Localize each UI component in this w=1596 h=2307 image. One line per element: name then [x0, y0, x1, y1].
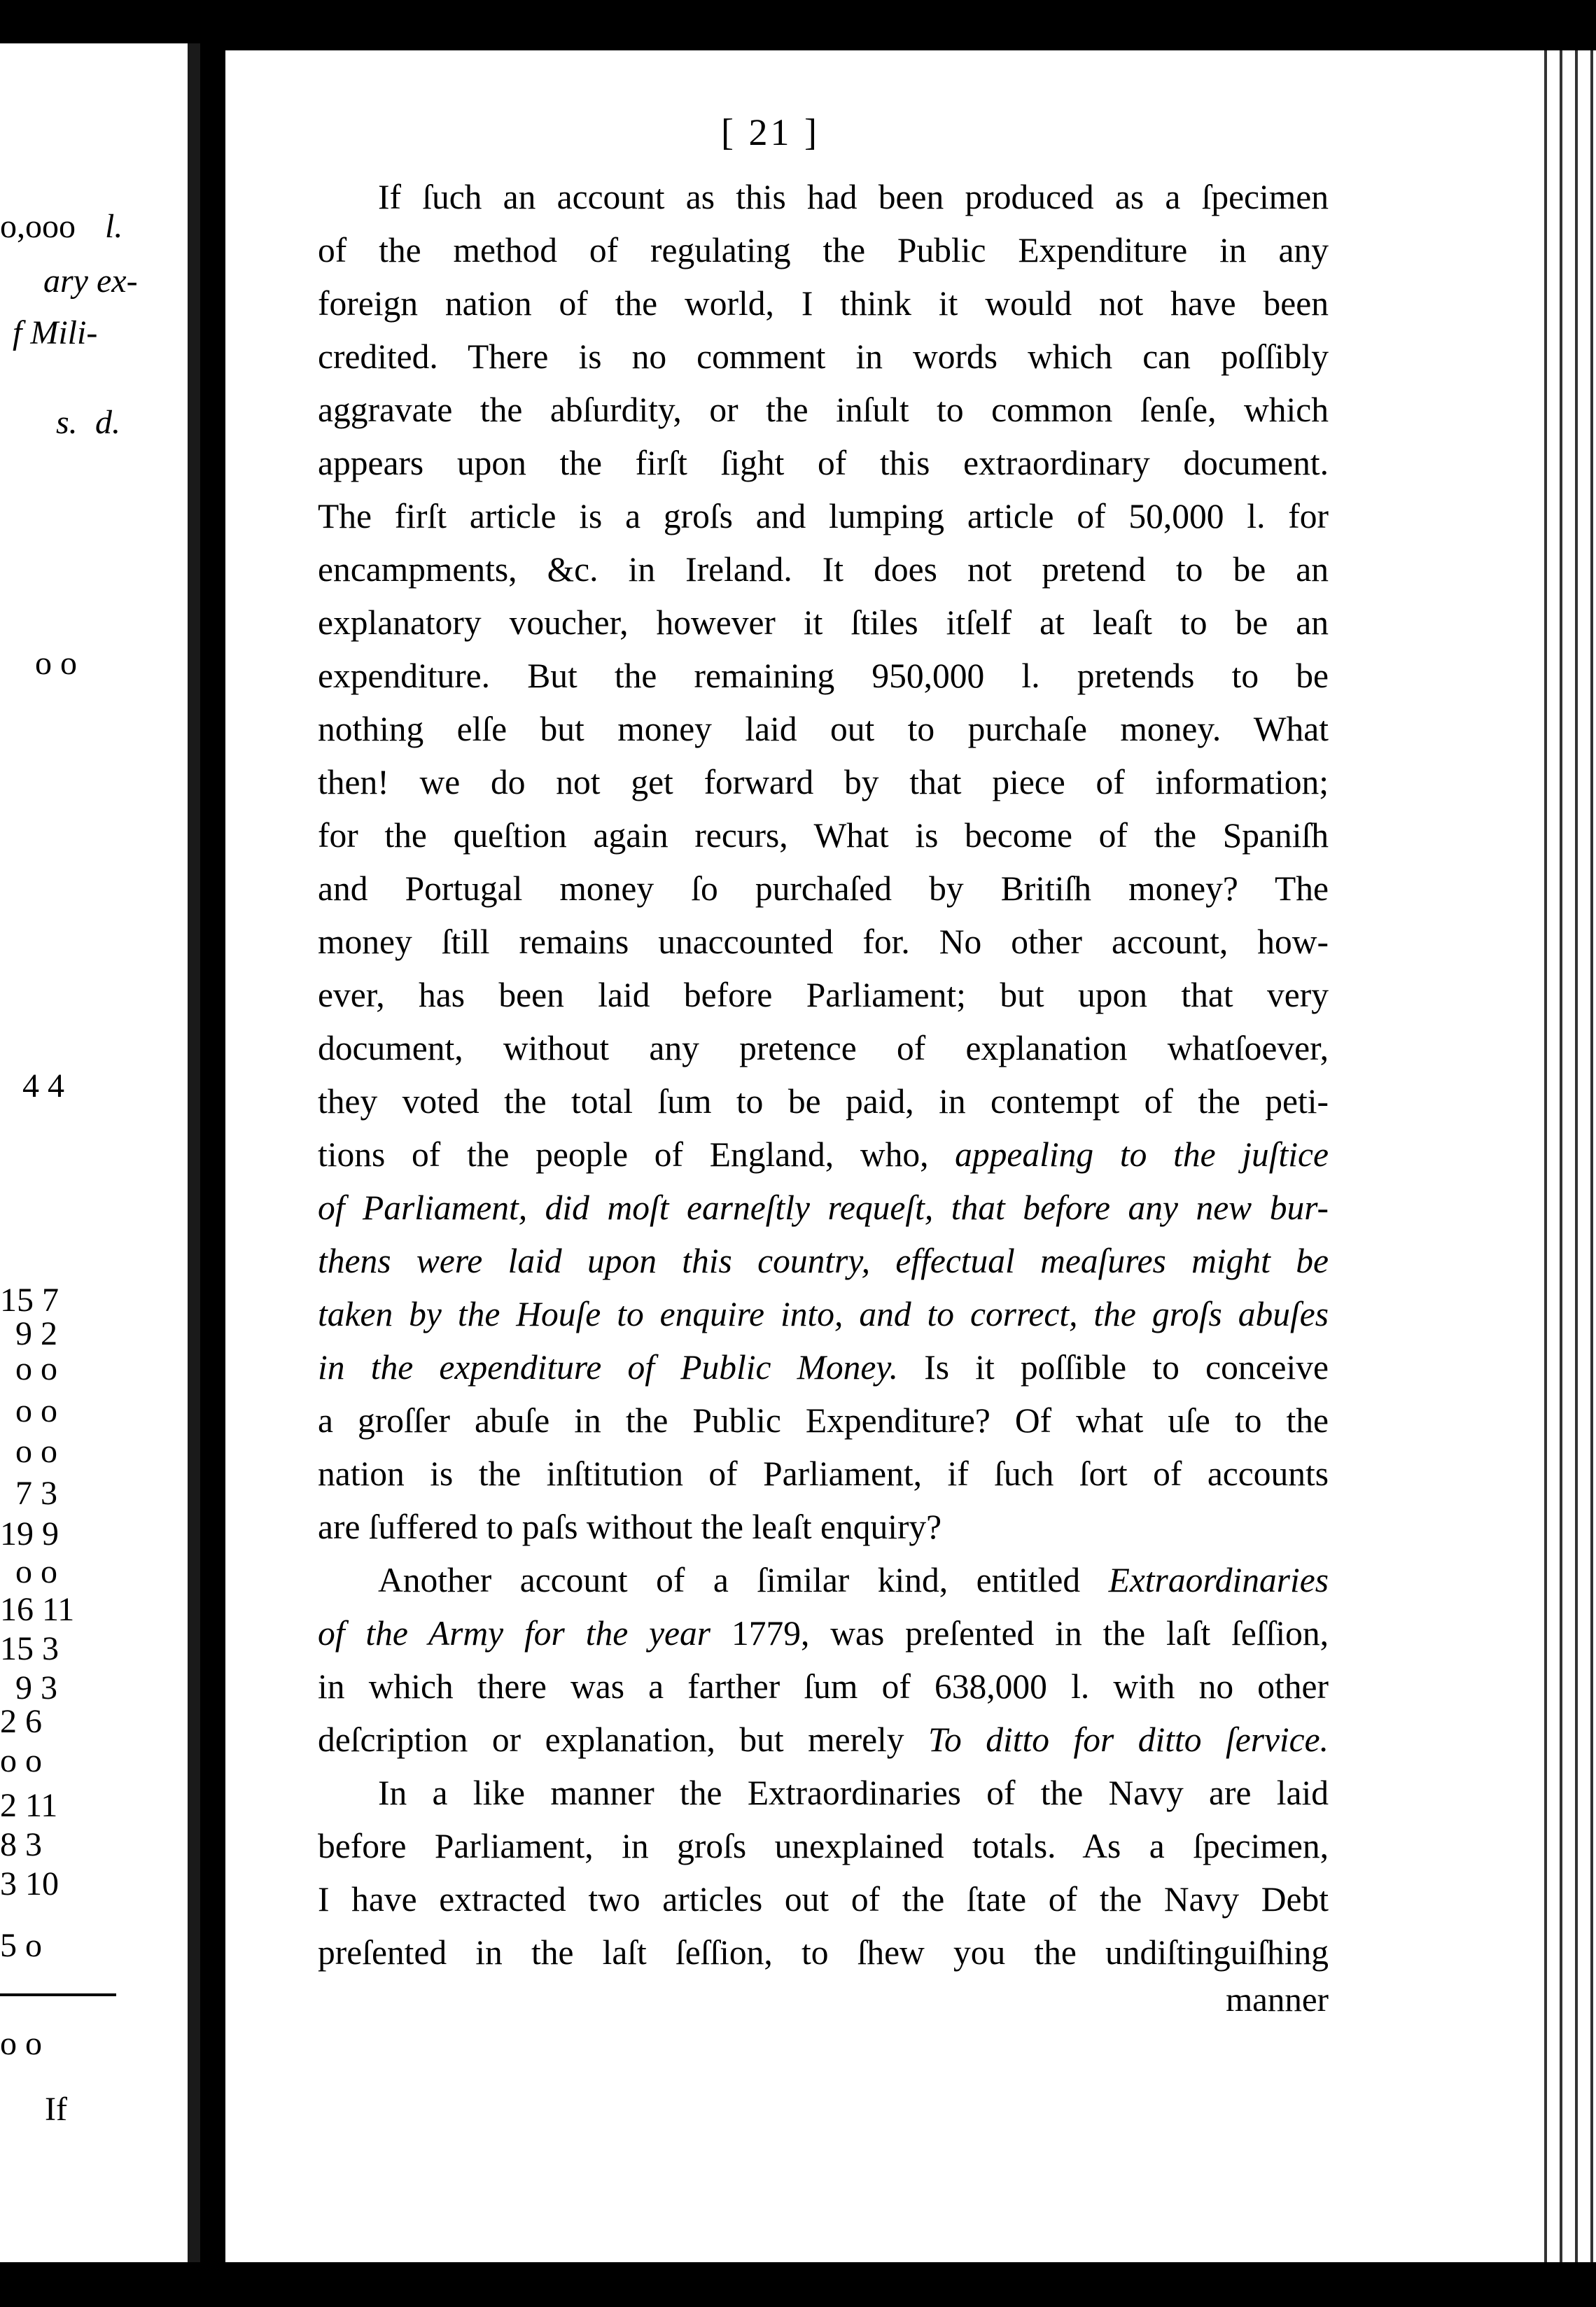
left-page-fragment: 15 7	[0, 1282, 59, 1319]
text-line	[318, 543, 1329, 596]
left-page-fragment: 2 6	[0, 1703, 42, 1740]
left-page-fragment: 2 11	[0, 1787, 58, 1824]
text-segment: aggravate the abſurdity, or the inſult to common ſenſe, which	[318, 391, 1329, 429]
text-segment: for the queſtion again recurs, What is become of the Spaniſh	[318, 816, 1329, 855]
catchword: manner	[1226, 1980, 1329, 2019]
left-page-fragment: 5 o	[0, 1927, 42, 1964]
italic-text: of the Army for the year	[318, 1614, 711, 1653]
italic-text: Extraordinaries	[1108, 1561, 1329, 1599]
text-segment: If ſuch an account as this had been produced as a ſpecimen	[378, 178, 1329, 216]
left-page-fragment: 7 3	[15, 1475, 57, 1512]
text-segment: before Parliament, in groſs unexplained totals. As a ſpecimen,	[318, 1827, 1329, 1865]
text-segment: Is it poſſible to conceive	[897, 1348, 1329, 1387]
text-line	[318, 1767, 1329, 1820]
text-segment: a groſſer abuſe in the Public Expenditure? Of what uſe to the	[318, 1401, 1329, 1440]
left-page-fragment: 16 11	[0, 1591, 75, 1628]
text-line	[318, 596, 1329, 650]
text-line	[318, 1501, 1329, 1554]
text-line	[318, 1288, 1329, 1341]
text-line	[318, 1554, 1329, 1607]
text-line	[318, 1873, 1329, 1926]
text-segment: nation is the inſtitution of Parliament, if ſuch ſort of accounts	[318, 1454, 1329, 1493]
text-segment: of the method of regulating the Public Expenditure in any	[318, 231, 1329, 269]
text-segment: In a like manner the Extraordinaries of the Navy are laid	[378, 1774, 1329, 1812]
italic-text: thens were laid upon this country, effectual meaſures might be	[318, 1242, 1329, 1280]
text-segment: they voted the total ſum to be paid, in contempt of the peti-	[318, 1082, 1329, 1121]
text-line	[318, 1820, 1329, 1873]
text-line	[318, 1341, 1329, 1394]
italic-text: taken by the Houſe to enquire into, and to correct, the groſs abuſes	[318, 1295, 1329, 1333]
text-line	[318, 916, 1329, 969]
text-segment: credited. There is no comment in words which can poſſibly	[318, 337, 1329, 376]
text-line	[318, 1926, 1329, 1979]
text-line	[318, 277, 1329, 330]
text-segment: are ſuffered to paſs without the leaſt enquiry?	[318, 1508, 942, 1546]
text-segment: encampments, &c. in Ireland. It does not pretend to be an	[318, 550, 1329, 589]
italic-text: To ditto for ditto ſervice.	[928, 1720, 1329, 1759]
text-line	[318, 384, 1329, 437]
text-line	[318, 1235, 1329, 1288]
left-page-fragment: ary ex-	[43, 262, 138, 300]
text-line	[318, 650, 1329, 703]
left-page-fragment: f Mili-	[13, 314, 98, 351]
text-line	[318, 437, 1329, 490]
text-segment: appears upon the firſt ſight of this extraordinary document.	[318, 444, 1329, 482]
text-segment: tions of the people of England, who,	[318, 1135, 955, 1174]
left-page-fragment: l.	[105, 208, 123, 245]
left-page-fragment: o o	[15, 1350, 57, 1387]
text-segment: Another account of a ſimilar kind, entitled	[378, 1561, 1109, 1599]
left-page-rule	[0, 1993, 116, 1996]
left-page-fragment: o o	[0, 2025, 42, 2062]
text-line	[318, 756, 1329, 809]
text-line	[318, 703, 1329, 756]
left-page-fragment: 8 3	[0, 1826, 42, 1863]
left-page-fragment: 4 4	[22, 1067, 64, 1105]
text-line	[318, 171, 1329, 224]
left-page-fragment: 9 2	[15, 1315, 57, 1352]
text-line	[318, 1447, 1329, 1501]
left-page-fragment: o o	[0, 1742, 42, 1779]
left-page-fragment: 3 10	[0, 1865, 59, 1902]
text-segment: expenditure. But the remaining 950,000 l. pretends to be	[318, 657, 1329, 695]
text-segment: nothing elſe but money laid out to purchaſe money. What	[318, 710, 1329, 748]
left-page-fragment: 19 9	[0, 1515, 59, 1552]
text-line	[318, 1022, 1329, 1075]
italic-text: in the expenditure of Public Money.	[318, 1348, 898, 1387]
text-segment: explanatory voucher, however it ſtiles itſelf at leaſt to be an	[318, 603, 1329, 642]
text-line	[318, 1181, 1329, 1235]
italic-text: of Parliament, did moſt earneſtly requeſt, that before any new bur-	[318, 1188, 1329, 1227]
left-page-fragment: 15 3	[0, 1630, 59, 1667]
text-line	[318, 1713, 1329, 1767]
text-segment: in which there was a farther ſum of 638,000 l. with no other	[318, 1667, 1329, 1706]
left-page-fragment: d.	[95, 404, 120, 441]
text-segment: ever, has been laid before Parliament; but upon that very	[318, 976, 1329, 1014]
text-segment: foreign nation of the world, I think it would not have been	[318, 284, 1329, 323]
text-line	[318, 1075, 1329, 1128]
text-segment: and Portugal money ſo purchaſed by Britiſh money? The	[318, 869, 1329, 908]
text-segment: I have extracted two articles out of the ſtate of the Navy Debt	[318, 1880, 1329, 1919]
text-line	[318, 969, 1329, 1022]
text-segment: 1779, was preſented in the laſt ſeſſion,	[710, 1614, 1329, 1653]
text-segment: preſented in the laſt ſeſſion, to ſhew you the undiſtinguiſhing	[318, 1933, 1329, 1972]
italic-text: appealing to the juſtice	[955, 1135, 1329, 1174]
left-page-fragment: o,ooo	[0, 208, 76, 245]
text-line	[318, 1607, 1329, 1660]
page-number-header: [ 21 ]	[721, 111, 820, 153]
left-page-fragment: s.	[56, 404, 78, 441]
left-page-fragment: o o	[15, 1433, 57, 1470]
text-line	[318, 1128, 1329, 1181]
text-segment: deſcription or explanation, but merely	[318, 1720, 929, 1759]
text-line	[318, 224, 1329, 277]
text-line	[318, 490, 1329, 543]
left-page-fragment: o o	[15, 1392, 57, 1429]
text-line	[318, 809, 1329, 862]
text-line	[318, 1660, 1329, 1713]
left-page-fragment: If	[45, 2091, 67, 2128]
page-edge	[1537, 50, 1596, 2262]
left-page-fragment: 9 3	[15, 1669, 57, 1706]
body-text	[318, 171, 1329, 1979]
text-segment: money ſtill remains unaccounted for. No other account, how-	[318, 923, 1329, 961]
text-line	[318, 1394, 1329, 1447]
text-segment: then! we do not get forward by that piece of information;	[318, 763, 1329, 801]
book-gutter	[188, 43, 200, 2262]
left-page-fragment: o o	[35, 645, 77, 682]
text-line	[318, 330, 1329, 384]
text-segment: The firſt article is a groſs and lumping article of 50,000 l. for	[318, 497, 1329, 535]
text-line	[318, 862, 1329, 916]
text-segment: document, without any pretence of explanation whatſoever,	[318, 1029, 1329, 1067]
left-page-fragment: o o	[15, 1553, 57, 1590]
